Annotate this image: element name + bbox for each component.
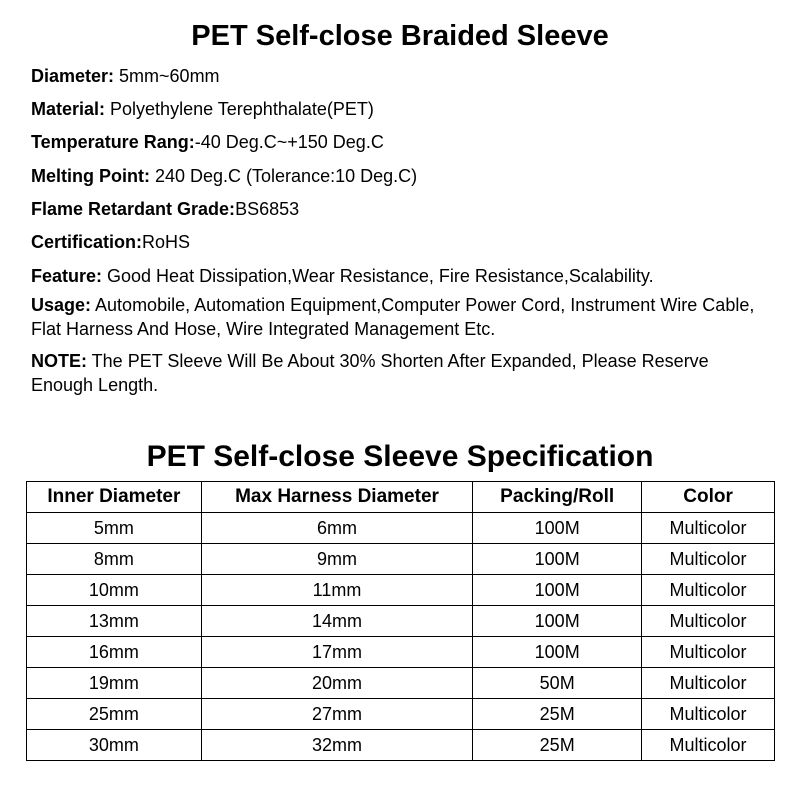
spec-melting-point [31,164,417,188]
table-row [27,699,775,730]
table-cell: Multicolor [642,606,775,637]
spec-value: RoHS [142,232,191,252]
table-row [27,730,775,761]
spec-table [26,481,775,761]
column-header: Max Harness Diameter [201,482,473,513]
spec-certification [31,230,190,254]
spec-label: Material: [31,99,106,119]
table-row [27,575,775,606]
table-cell: 8mm [27,544,202,575]
spec-value: Automobile, Automation Equipment,Computer Power Cord, Instrument Wire Cable, Flat Harness And Hose, Wire Integrated Management Etc. [31,295,755,339]
spec-label: NOTE: [31,351,87,371]
table-cell: 13mm [27,606,202,637]
spec-label: Diameter: [31,66,115,86]
spec-flame-retardant [31,197,299,221]
column-header: Packing/Roll [473,482,642,513]
table-cell: Multicolor [642,699,775,730]
spec-label: Melting Point: [31,166,150,186]
table-cell: 6mm [201,513,473,544]
table-cell: 20mm [201,668,473,699]
table-row [27,668,775,699]
spec-label: Certification: [31,232,143,252]
column-header: Color [642,482,775,513]
table-cell: 27mm [201,699,473,730]
table-cell: 25M [473,699,642,730]
page-title: PET Self-close Braided Sleeve [191,20,609,52]
table-row [27,513,775,544]
spec-value: Good Heat Dissipation,Wear Resistance, Fire Resistance,Scalability. [102,266,654,286]
spec-value: Polyethylene Terephthalate(PET) [105,99,374,119]
spec-label: Temperature Rang: [31,132,195,152]
table-cell: Multicolor [642,544,775,575]
spec-material [31,97,374,121]
table-cell: 50M [473,668,642,699]
table-cell: Multicolor [642,637,775,668]
spec-value: 240 Deg.C (Tolerance:10 Deg.C) [149,166,418,186]
table-cell: 19mm [27,668,202,699]
spec-value: BS6853 [235,199,300,219]
table-cell: 14mm [201,606,473,637]
table-cell: 17mm [201,637,473,668]
table-cell: 100M [473,637,642,668]
spec-label: Feature: [31,266,103,286]
table-cell: Multicolor [642,668,775,699]
table-cell: 25mm [27,699,202,730]
spec-table-title: PET Self-close Sleeve Specification [146,440,654,473]
spec-value: 5mm~60mm [114,66,220,86]
table-cell: Multicolor [642,730,775,761]
spec-usage [31,293,771,341]
table-cell: 100M [473,575,642,606]
table-header-row [27,482,775,513]
table-cell: Multicolor [642,575,775,606]
table-cell: 32mm [201,730,473,761]
spec-value: The PET Sleeve Will Be About 30% Shorten After Expanded, Please Reserve Enough Length. [31,351,709,395]
table-row [27,544,775,575]
spec-label: Usage: [31,295,92,315]
table-cell: 9mm [201,544,473,575]
table-row [27,606,775,637]
spec-temperature [31,130,384,154]
spec-feature [31,264,654,288]
table-body [27,513,775,761]
spec-label: Flame Retardant Grade: [31,199,236,219]
spec-note [31,349,771,397]
table-cell: 5mm [27,513,202,544]
table-cell: 10mm [27,575,202,606]
table-cell: 11mm [201,575,473,606]
table-cell: 30mm [27,730,202,761]
table-cell: 16mm [27,637,202,668]
table-cell: Multicolor [642,513,775,544]
spec-diameter [31,64,220,88]
table-cell: 100M [473,513,642,544]
table-cell: 100M [473,606,642,637]
column-header: Inner Diameter [27,482,202,513]
spec-value: -40 Deg.C~+150 Deg.C [194,132,384,152]
table-cell: 100M [473,544,642,575]
table-row [27,637,775,668]
table-cell: 25M [473,730,642,761]
